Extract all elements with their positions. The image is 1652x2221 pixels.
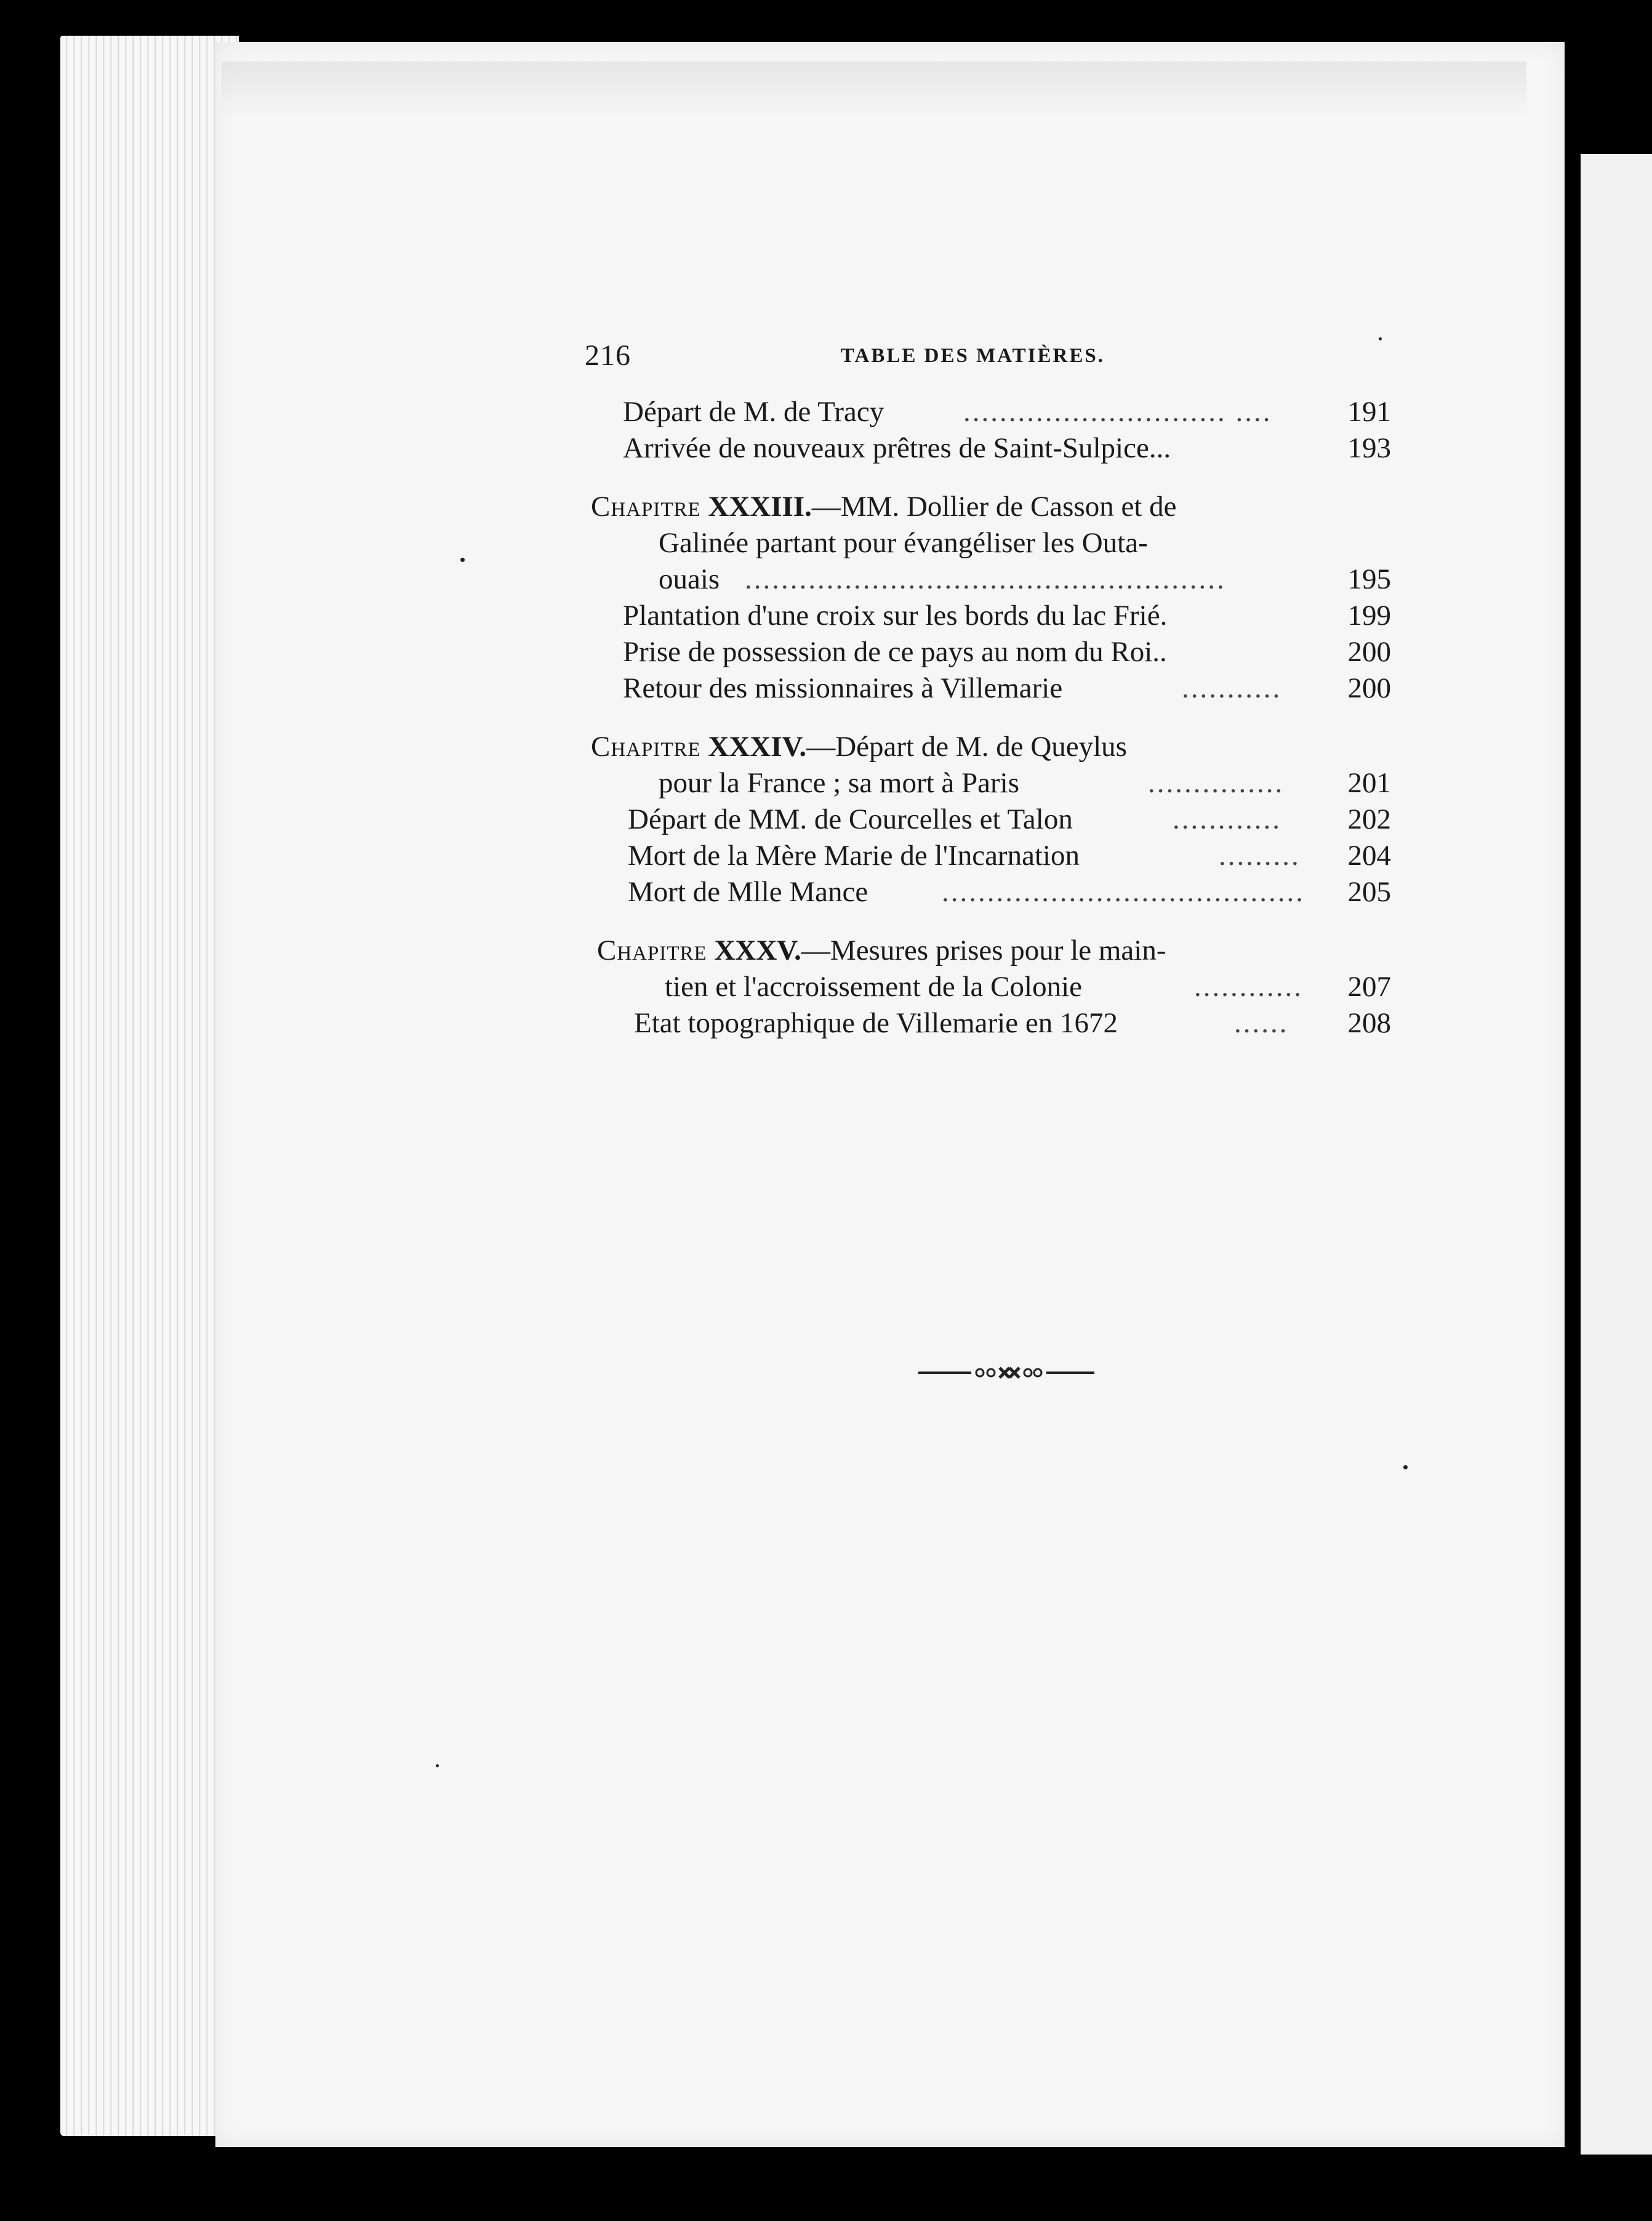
chapter-heading [591,489,1391,525]
leader-dots: ........................................ [942,876,1305,908]
toc-page-number: 207 [1347,971,1391,1003]
leader-dots: ............................. .... [963,396,1272,428]
toc-page-number: 200 [1347,672,1391,704]
leader-dots: ......... [1219,840,1301,872]
leader-dots: ............ [1194,971,1303,1003]
chapter-summary-line: Galinée partant pour évangéliser les Outa- [659,527,1148,559]
ornament-ring [987,1369,995,1376]
toc-page-number: 208 [1347,1007,1391,1039]
facing-page-edge [1581,154,1652,2155]
toc-entry-text: Mort de la Mère Marie de l'Incarnation [628,840,1080,872]
toc-page-number: 200 [1347,636,1391,668]
chapter-summary-continuation [591,561,1391,598]
toc-page-number: 201 [1347,767,1391,799]
ornament-ring [1034,1369,1041,1376]
toc-entry-text: Etat topographique de Villemarie en 1672 [634,1007,1118,1039]
toc-entry [591,634,1391,670]
leader-dots: ..................................................... [745,563,1226,595]
ornament-cross [1000,1368,1009,1378]
scan-speck [1379,337,1382,340]
toc-entry [591,1005,1391,1042]
toc-entry-text: Retour des missionnaires à Villemarie [623,672,1063,704]
chapter-summary: —MM. Dollier de Casson et de [811,491,1177,523]
toc-page-number: 193 [1347,432,1391,464]
chapter-number: XXXIV. [708,731,807,763]
toc-entry [591,874,1391,910]
chapter-label: Chapitre [597,934,707,966]
table-of-contents [591,394,1391,1042]
toc-entry-text: Arrivée de nouveaux prêtres de Saint-Sulpice... [623,432,1171,464]
leader-dots: ............... [1148,767,1285,799]
toc-entry-text: Départ de M. de Tracy [623,396,884,428]
toc-entry [591,430,1391,467]
toc-entry-text: Plantation d'une croix sur les bords du lac Frié. [623,600,1168,632]
toc-entry-text: Départ de MM. de Courcelles et Talon [628,803,1073,835]
chapter-summary-line: tien et l'accroissement de la Colonie [665,971,1082,1003]
chapter-summary: —Mesures prises pour le main- [801,934,1166,966]
toc-entry [591,670,1391,707]
chapter-summary-continuation [591,969,1391,1005]
toc-entry [591,598,1391,634]
toc-entry [591,394,1391,430]
chapter-summary-line: ouais [659,563,720,595]
scan-speck [460,558,465,562]
chapter-label: Chapitre [591,491,701,523]
toc-page-number: 205 [1347,876,1391,908]
ornament-cross [1009,1368,1019,1378]
chapter-label: Chapitre [591,731,701,763]
chapter-number: XXXV. [714,934,801,966]
toc-entry-text: Prise de possession de ce pays au nom du Roi.. [623,636,1167,668]
scan-speck [436,1764,439,1767]
toc-entry-text: Mort de Mlle Mance [628,876,868,908]
chapter-summary-line: pour la France ; sa mort à Paris [659,767,1020,799]
page-number: 216 [585,339,631,372]
leader-dots: ........... [1182,672,1282,704]
ornament-ring [1024,1369,1032,1376]
running-title: TABLE DES MATIÈRES. [841,345,1105,367]
page-edges [60,36,239,2136]
toc-page-number: 199 [1347,600,1391,632]
chapter-summary-continuation [591,765,1391,801]
chapter-summary: —Départ de M. de Queylus [806,731,1127,763]
chapter-number: XXXIII. [708,491,812,523]
toc-entry [591,838,1391,874]
scan-speck [1403,1465,1408,1469]
toc-entry [591,801,1391,838]
leader-dots: ............ [1173,803,1281,835]
ornament-ring [976,1369,984,1376]
chapter-summary-continuation [591,525,1391,561]
show-through-bleed [222,62,1526,117]
toc-page-number: 204 [1347,840,1391,872]
toc-page-number: 195 [1347,563,1391,595]
toc-page-number: 191 [1347,396,1391,428]
chapter-heading [591,933,1391,969]
toc-page-number: 202 [1347,803,1391,835]
ornament-divider [918,1365,1094,1380]
leader-dots: ...... [1234,1007,1289,1039]
chapter-heading [591,729,1391,765]
